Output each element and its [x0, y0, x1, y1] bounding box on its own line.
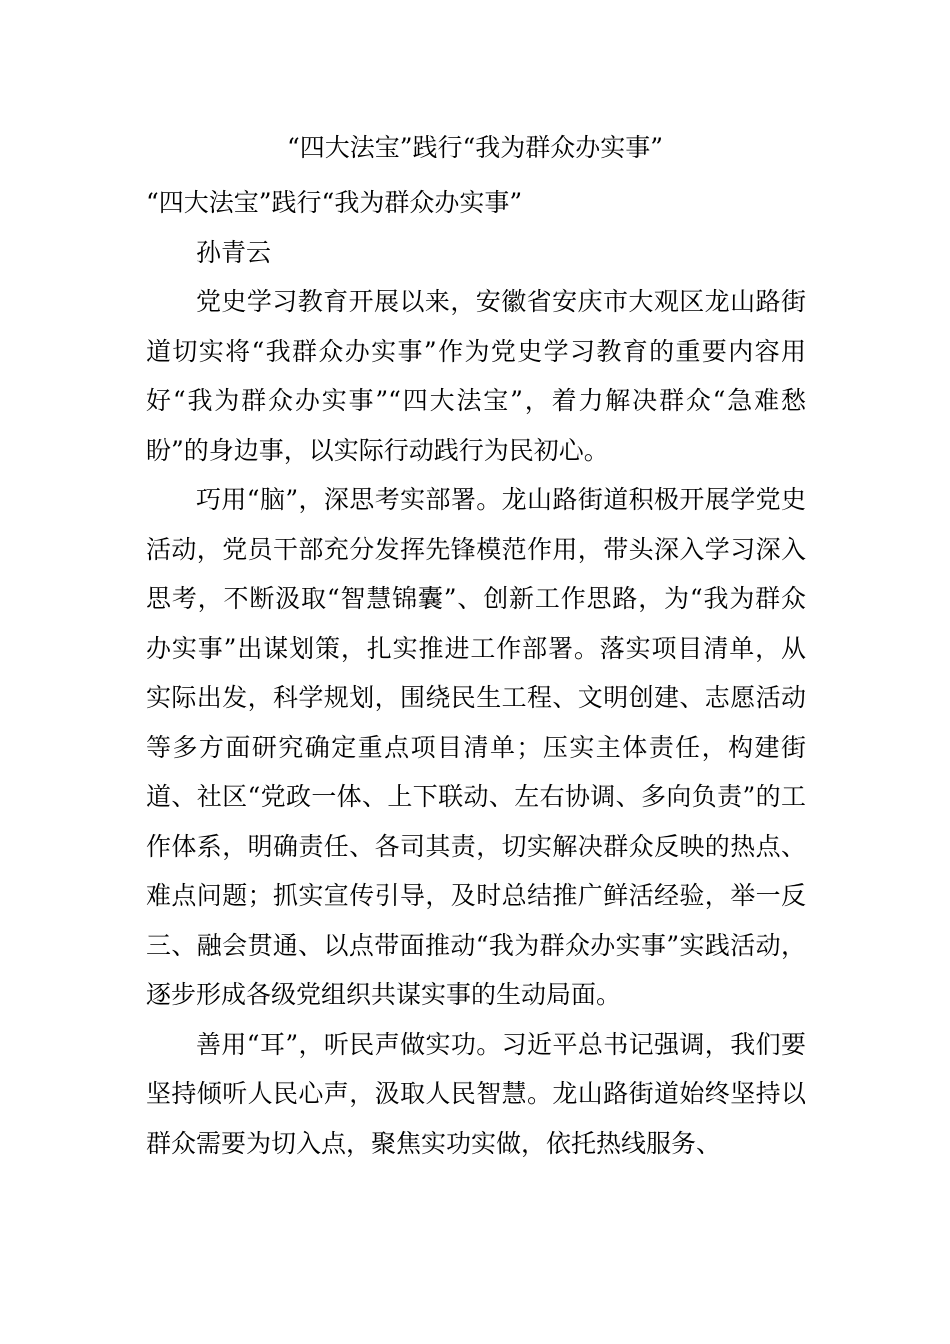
paragraph-brain: 巧用“脑”，深思考实部署。龙山路街道积极开展学党史活动，党员干部充分发挥先锋模范作用，带头深入学习深入思考，不断汲取“智慧锦囊”、创新工作思路，为“我为群众办实事”出谋划策，扎实推进工作部署。落实项目清单，从实际出发，科学规划，围绕民生工程、文明创建、志愿活动等多方面研究确定重点项目清单；压实主体责任，构建街道、社区“党政一体、上下联动、左右协调、多向负责”的工作体系，明确责任、各司其责，切实解决群众反映的热点、难点问题；抓实宣传引导，及时总结推广鲜活经验，举一反三、融会贯通、以点带面推动“我为群众办实事”实践活动，逐步形成各级党组织共谋实事的生动局面。 [146, 485, 806, 1009]
document-body [146, 178, 806, 1168]
paragraph-ear: 善用“耳”，听民声做实功。习近平总书记强调，我们要坚持倾听人民心声，汲取人民智慧。龙山路街道始终坚持以群众需要为切入点，聚焦实功实做，依托热线服务、 [146, 1029, 806, 1158]
article-subtitle: “四大法宝”践行“我为群众办实事” [146, 188, 523, 217]
author-name: 孙青云 [196, 237, 272, 267]
paragraph-intro: 党史学习教育开展以来，安徽省安庆市大观区龙山路街道切实将“我群众办实事”作为党史学习教育的重要内容用好“我为群众办实事”“四大法宝”，着力解决群众“急难愁盼”的身边事，以实际行动践行为民初心。 [146, 287, 806, 465]
page-title: “四大法宝”践行“我为群众办实事” [286, 133, 664, 162]
